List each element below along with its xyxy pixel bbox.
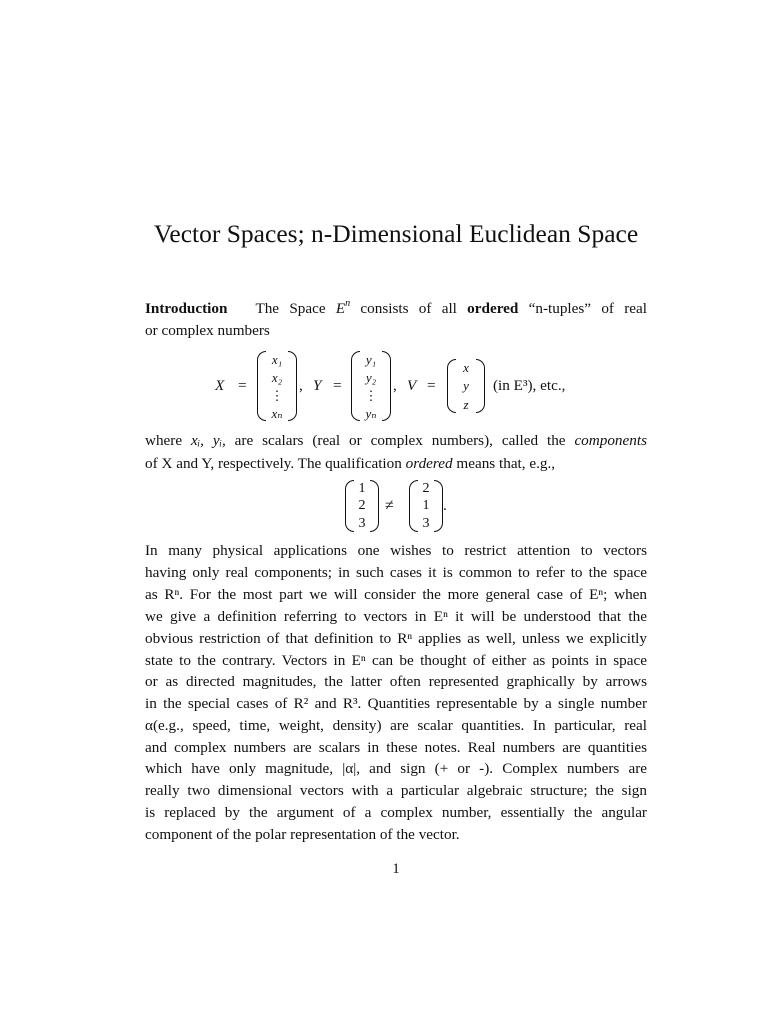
V-comp-2: y <box>463 378 469 394</box>
comma-1: , <box>299 377 303 394</box>
V-comp-3: z <box>463 397 469 413</box>
para-line: we give a definition referring to vectors in Eⁿ it will be understood that the <box>145 608 647 625</box>
Y-comp-2: y₂ <box>365 369 377 385</box>
equals-3: = <box>427 377 436 394</box>
X-comp-3: ⋮ <box>270 387 284 403</box>
para-line: α(e.g., speed, time, weight, density) are scalar quantities. In particular, real <box>145 717 647 734</box>
para-line: as Rⁿ. For the most part we will consider the more general case of Eⁿ; when <box>145 586 647 603</box>
example-right-vector <box>409 480 443 532</box>
X-comp-1: x₁ <box>271 351 283 367</box>
page-number: 1 <box>392 861 400 877</box>
page-title: Vector Spaces; n-Dimensional Euclidean Space <box>153 219 639 248</box>
intro-ordered: ordered <box>467 300 519 317</box>
vector-V <box>447 358 485 414</box>
where-xi-yi: xᵢ, yᵢ, <box>191 432 226 449</box>
intro-E: E <box>335 300 346 317</box>
intro-n: n <box>345 297 351 309</box>
example-left-vector <box>345 480 379 532</box>
para-line: which have only magnitude, |α|, and sign (+ or -). Complex numbers are <box>145 760 647 777</box>
ex-left-3: 3 <box>358 515 366 531</box>
ex-left-1: 1 <box>358 481 366 497</box>
intro-text-1: The Space <box>255 300 336 317</box>
para-line: or as directed magnitudes, the latter often represented graphically by arrows <box>145 673 647 690</box>
of-ordered: ordered <box>405 455 453 472</box>
vector-Y <box>351 350 391 422</box>
Y-comp-4: yₙ <box>365 405 377 421</box>
of-text-1: of X and Y, respectively. The qualification <box>145 455 406 472</box>
where-text-1: where <box>145 432 191 449</box>
para-line: obvious restriction of that definition to Rⁿ applies as well, unless we explicitly <box>145 630 647 647</box>
ex-right-1: 2 <box>422 481 430 497</box>
where-components: components <box>574 432 647 449</box>
para-line: in the special cases of R² and R³. Quantities representable by a single number <box>145 695 647 712</box>
para-line: and complex numbers are scalars in these notes. Real numbers are quantities <box>145 739 647 756</box>
ex-right-3: 3 <box>422 515 430 531</box>
para-line: In many physical applications one wishes to restrict attention to vectors <box>145 542 647 559</box>
example-period: . <box>443 497 447 514</box>
ex-right-2: 1 <box>422 498 430 514</box>
para-line: state to the contrary. Vectors in Eⁿ can be thought of either as points in space <box>145 652 647 669</box>
intro-line-2: or complex numbers <box>145 322 270 339</box>
para-line: component of the polar representation of the vector. <box>145 826 460 843</box>
not-equal-sign: ≠ <box>385 497 394 514</box>
where-line <box>145 432 647 450</box>
para-line: is replaced by the argument of a complex number, essentially the angular <box>145 804 647 821</box>
Y-label: Y <box>313 377 322 394</box>
comma-2: , <box>393 377 397 394</box>
X-comp-4: xₙ <box>271 405 283 421</box>
intro-text-2: consists of all <box>350 300 468 317</box>
equation-trailing: (in E³), etc., <box>493 377 566 394</box>
equals-2: = <box>333 377 342 394</box>
X-label: X <box>215 377 225 394</box>
vector-X <box>257 350 297 422</box>
V-label: V <box>407 377 417 394</box>
para-line: having only real components; in such cases it is common to refer to the space <box>145 564 647 581</box>
V-comp-1: x <box>463 359 469 375</box>
equals-1: = <box>238 377 247 394</box>
ex-left-2: 2 <box>358 498 366 514</box>
of-line <box>145 455 647 473</box>
Y-comp-3: ⋮ <box>364 387 378 403</box>
Y-comp-1: y₁ <box>365 351 377 367</box>
intro-line-1 <box>145 297 647 318</box>
where-text-2: are scalars (real or complex numbers), called the <box>225 432 575 449</box>
para-line: really two dimensional vectors with a particular algebraic structure; the sign <box>145 782 647 799</box>
intro-heading: Introduction <box>145 300 228 317</box>
intro-text-3: “n-tuples” of real <box>518 300 647 317</box>
X-comp-2: x₂ <box>271 369 283 385</box>
of-text-2: means that, e.g., <box>452 455 556 472</box>
